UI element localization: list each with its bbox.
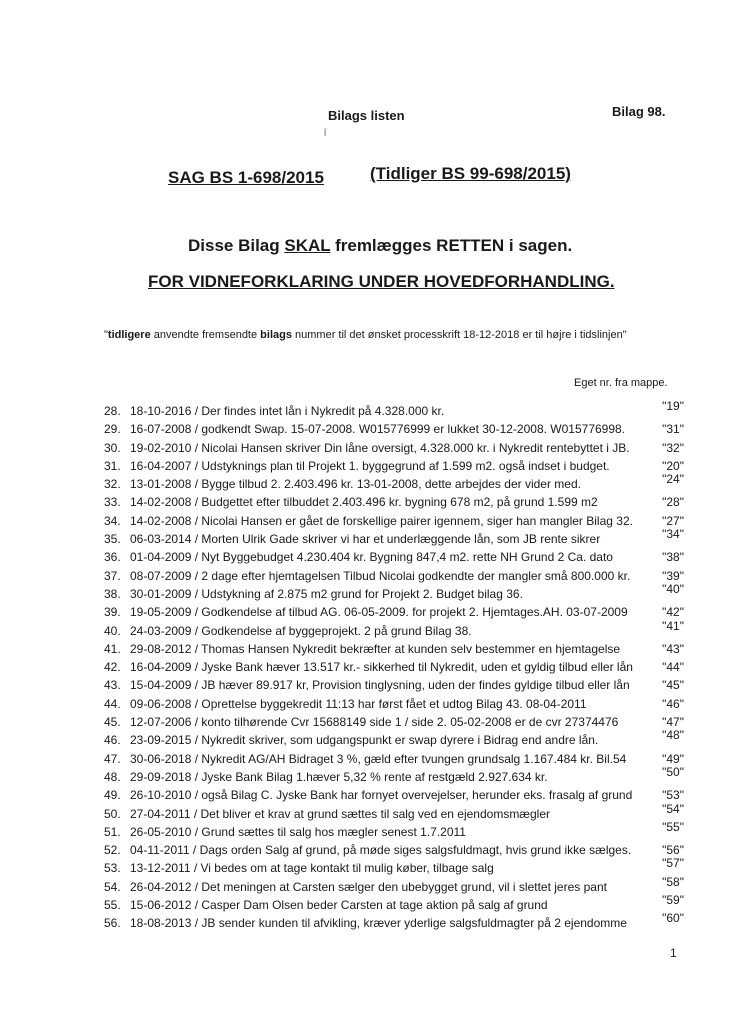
entry-number: 49. [104,788,121,803]
heading-part-a: Disse Bilag [188,236,285,255]
entry-reference: "47" [662,715,684,730]
entry-reference: "48" [662,728,684,743]
entry-reference: "49" [662,751,684,766]
entry-reference: "34" [662,527,684,542]
entry-text: 15-06-2012 / Casper Dam Olsen beder Carsten at tage aktion på salg af grund [130,898,548,913]
previous-case-number: (Tidliger BS 99-698/2015) [370,164,571,183]
entry-reference: "53" [662,788,684,803]
list-item [104,874,684,896]
list-item [104,658,684,676]
entry-reference: "44" [662,660,684,675]
entry-text: 29-09-2018 / Jyske Bank Bilag 1.hæver 5,32 % rente af restgæld 2.927.634 kr. [130,769,548,784]
entry-number: 48. [104,769,121,784]
list-item [104,713,684,731]
entry-text: 15-04-2009 / JB hæver 89.917 kr, Provision tinglysning, uden der findes gyldige tilbud eller lån [130,678,630,693]
entry-text: 19-05-2009 / Godkendelse af tilbud AG. 06-05-2009. for projekt 2. Hjemtages.AH. 03-07-2009 [130,605,628,620]
entry-reference: "24" [662,472,684,487]
list-item [104,764,684,786]
bilag-number: Bilag 98. [612,104,666,119]
list-item [104,676,684,694]
entry-text: 18-08-2013 / JB sender kunden til afvikling, kræver yderlige salgsfuldmagter på 2 ejendomme [130,916,627,931]
entry-reference: "45" [662,678,684,693]
entry-reference: "38" [662,550,684,565]
entry-list [104,399,684,933]
entry-reference: "43" [662,641,684,656]
list-item [104,618,684,640]
entry-reference: "31" [662,422,684,437]
list-item [104,512,684,530]
entry-number: 44. [104,696,121,711]
list-item [104,493,684,511]
entry-reference: "32" [662,440,684,455]
entry-number: 28. [104,404,121,418]
entry-text: 16-07-2008 / godkendt Swap. 15-07-2008. W015776999 er lukket 30-12-2008. W015776998. [130,422,626,437]
entry-reference: "50" [662,764,684,779]
list-item [104,581,684,603]
entry-reference: "55" [662,819,684,834]
entry-number: 40. [104,623,121,638]
list-item [104,801,684,823]
list-item [104,527,684,548]
list-item [104,457,684,475]
entry-number: 53. [104,861,121,876]
entry-text: 19-02-2010 / Nicolai Hansen skriver Din låne oversigt, 4.328.000 kr. i Nykredit rentebyttet i JB. [130,440,630,455]
list-item [104,548,684,566]
entry-number: 35. [104,532,121,547]
entry-text: 24-03-2009 / Godkendelse af byggeprojekt. 2 på grund Bilag 38. [130,623,472,638]
entry-text: 13-12-2011 / Vi bedes om at tage kontakt til mulig køber, tilbage salg [130,861,494,876]
entry-text: 30-01-2009 / Udstykning af 2.875 m2 grund for Projekt 2. Budget bilag 36. [130,586,523,601]
page-number: 1 [670,946,677,960]
entry-text: 14-02-2008 / Budgettet efter tilbuddet 2.403.496 kr. bygning 678 m2, på grund 1.599 m2 [130,495,598,510]
entry-number: 31. [104,458,121,473]
list-item [104,819,684,841]
entry-number: 39. [104,605,121,620]
stray-mark: l [324,128,327,139]
own-number-label: Eget nr. fra mappe. [574,377,668,389]
entry-text: 27-04-2011 / Det bliver et krav at grund sættes til salg ved en ejendomsmægler [130,806,550,821]
entry-reference: "39" [662,568,684,583]
entry-number: 52. [104,843,121,858]
entry-reference: "41" [662,618,684,633]
entry-number: 42. [104,660,121,675]
list-item [104,893,684,914]
list-item [104,786,684,804]
entry-text: 08-07-2009 / 2 dage efter hjemtagelsen Tilbud Nicolai godkendte der mangler små 800.000 kr. [130,568,631,583]
heading-line-2: FOR VIDNEFORKLARING UNDER HOVEDFORHANDLING. [148,272,615,291]
entry-reference: "19" [662,399,684,413]
entry-text: 26-05-2010 / Grund sættes til salg hos mægler senest 1.7.2011 [130,824,466,839]
entry-reference: "40" [662,581,684,596]
list-title: Bilags listen [328,108,405,123]
entry-text: 01-04-2009 / Nyt Byggebudget 4.230.404 kr. Bygning 847,4 m2. rette NH Grund 2 Ca. dato [130,550,613,565]
entry-number: 45. [104,715,121,730]
entry-text: 30-06-2018 / Nykredit AG/AH Bidraget 3 %, gæld efter tvungen grundsalg 1.167.484 kr. Bil.54 [130,751,627,766]
entry-reference: "57" [662,856,684,871]
entry-reference: "58" [662,874,684,889]
note-quote: " [104,329,108,341]
entry-reference: "20" [662,458,684,473]
entry-text: 18-10-2016 / Der findes intet lån i Nykredit på 4.328.000 kr. [130,404,445,418]
entry-text: 16-04-2009 / Jyske Bank hæver 13.517 kr.- sikkerhed til Nykredit, uden et gyldig tilbud eller lån [130,660,633,675]
entry-reference: "27" [662,513,684,528]
list-item [104,856,684,877]
entry-reference: "42" [662,605,684,620]
list-item [104,420,684,438]
list-item [104,695,684,713]
entry-number: 54. [104,879,121,894]
entry-text: 16-04-2007 / Udstyknings plan til Projekt 1. byggegrund af 1.599 m2. også indset i budget. [130,458,610,473]
entry-number: 41. [104,641,121,656]
list-item [104,911,684,932]
entry-number: 46. [104,733,121,748]
entry-reference: "56" [662,843,684,858]
entry-reference: "46" [662,696,684,711]
entry-text: 26-04-2012 / Det meningen at Carsten sælger den ubebygget grund, vil i slettet jeres pant [130,879,607,894]
entry-number: 38. [104,586,121,601]
entry-text: 26-10-2010 / også Bilag C. Jyske Bank har fornyet overvejelser, herunder eks. frasalg af grund [130,788,633,803]
heading-part-c: fremlægges RETTEN i sagen. [330,236,573,255]
note-text-2: nummer til det ønsket processkrift 18-12-2018 er til højre i tidslinjen" [291,329,627,341]
entry-reference: "54" [662,801,684,816]
entry-number: 51. [104,824,121,839]
entry-reference: "28" [662,495,684,510]
heading-line-1 [188,236,572,256]
entry-number: 37. [104,568,121,583]
list-item [104,567,684,585]
list-item [104,640,684,658]
entry-text: 04-11-2011 / Dags orden Salg af grund, på møde siges salgsfuldmagt, hvis grund ikke sælges. [130,843,632,858]
entry-reference: "60" [662,911,684,926]
list-item [104,472,684,493]
list-item [104,439,684,457]
entry-text: 14-02-2008 / Nicolai Hansen er gået de forskellige pairer igennem, siger han mangler Bilag 32. [130,513,633,528]
entry-text: 09-06-2008 / Oprettelse byggekredit 11:13 har først fået et udtog Bilag 43. 08-04-2011 [130,696,587,711]
case-number: SAG BS 1-698/2015 [168,168,324,187]
entry-number: 30. [104,440,121,455]
entry-text: 06-03-2014 / Morten Ulrik Gade skriver vi har et underlæggende lån, som JB rente sikrer [130,532,601,547]
entry-number: 29. [104,422,121,437]
note-word-bilags: bilags [260,329,292,341]
entry-reference: "59" [662,893,684,908]
entry-number: 32. [104,477,121,492]
entry-text: 23-09-2015 / Nykredit skriver, som udgangspunkt er swap dyrere i Bidrag end andre lån. [130,733,599,748]
entry-number: 56. [104,916,121,931]
note-text-1: anvendte fremsendte [150,329,261,341]
entry-number: 55. [104,898,121,913]
heading-skal: SKAL [284,236,331,255]
entry-text: 29-08-2012 / Thomas Hansen Nykredit bekræfter at kunden selv bestemmer en hjemtagelse [130,641,621,656]
entry-number: 34. [104,513,121,528]
entry-number: 47. [104,751,121,766]
entry-number: 50. [104,806,121,821]
list-item [104,603,684,621]
list-item [104,728,684,749]
list-item [104,750,684,768]
list-item [104,399,684,420]
entry-text: 12-07-2006 / konto tilhørende Cvr 15688149 side 1 / side 2. 05-02-2008 er de cvr 27374476 [130,715,619,730]
entry-text: 13-01-2008 / Bygge tilbud 2. 2.403.496 kr. 13-01-2008, dette arbejdes der vider med. [130,477,581,492]
note-line [104,329,627,341]
note-word-tidligere: tidligere [107,329,151,341]
list-item [104,841,684,859]
entry-number: 33. [104,495,121,510]
entry-number: 36. [104,550,121,565]
entry-number: 43. [104,678,121,693]
